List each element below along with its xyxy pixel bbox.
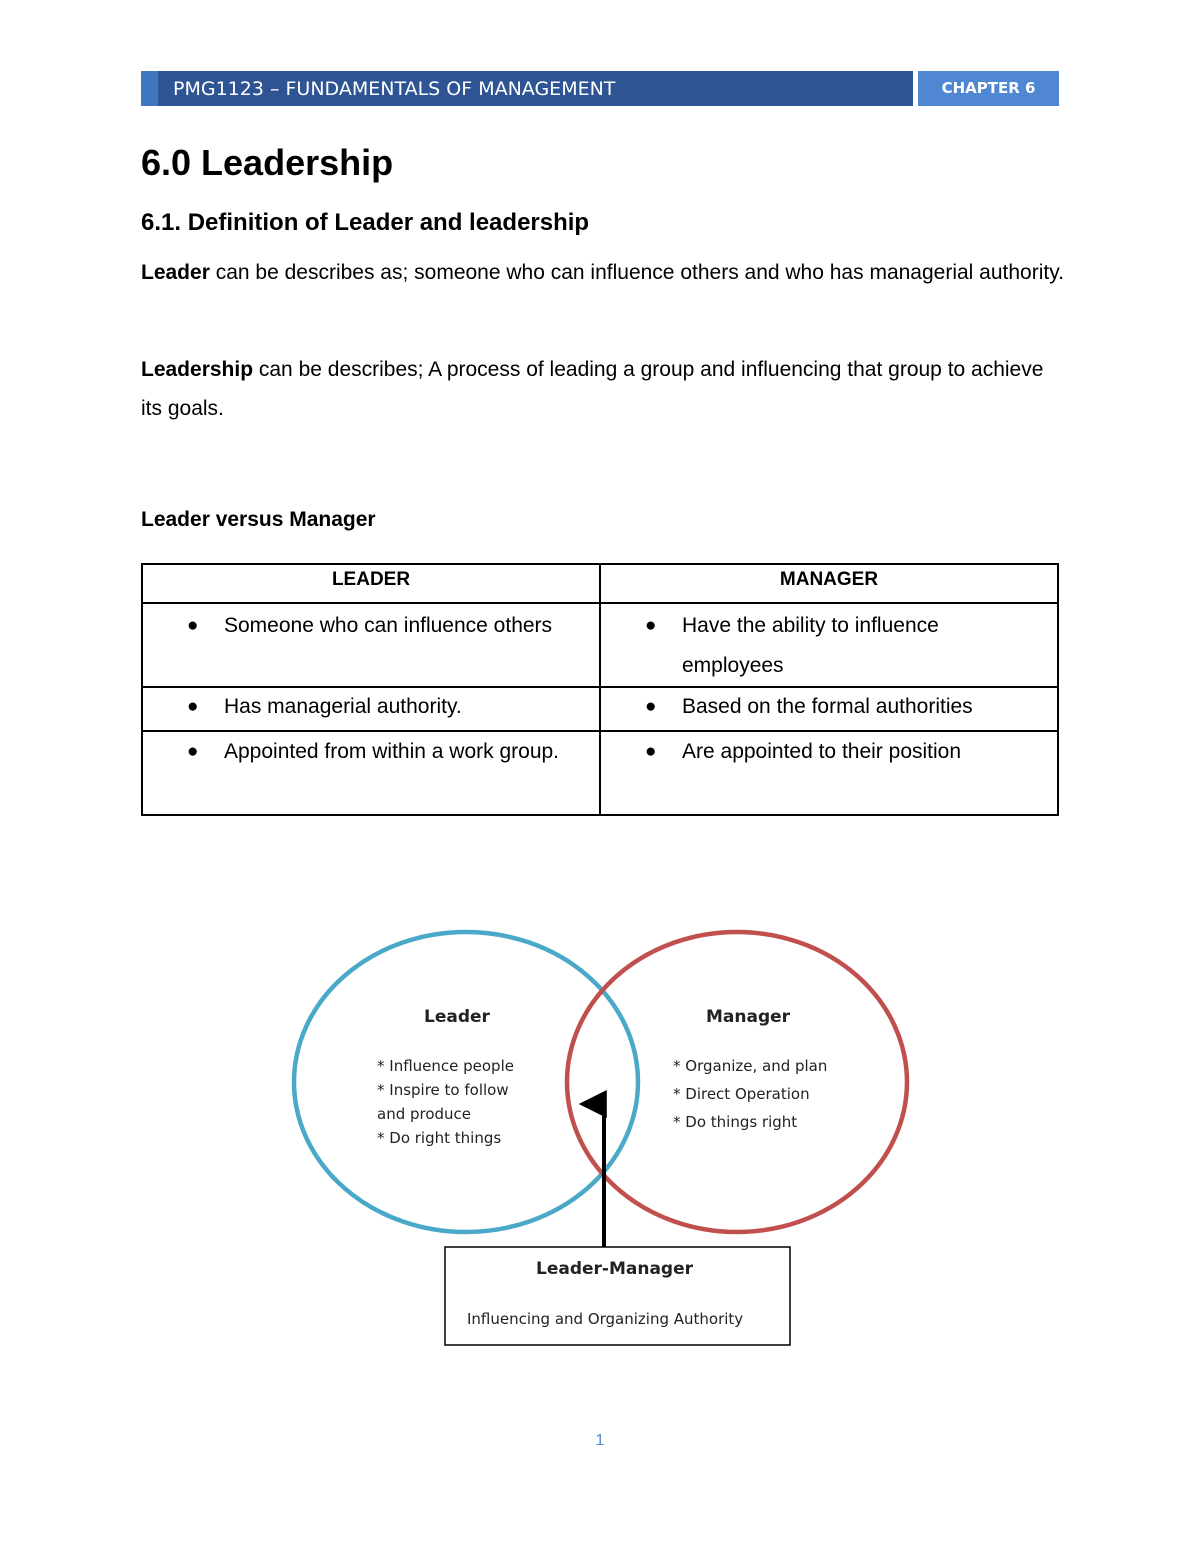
bullet-icon: ● <box>645 741 657 762</box>
header-accent-bar <box>141 71 158 106</box>
manager-circle-title: Manager <box>706 1007 791 1027</box>
bullet-icon: ● <box>187 741 199 762</box>
leader-definition <box>141 253 1066 292</box>
leadership-definition <box>141 350 1066 428</box>
bullet-icon: ● <box>187 615 199 636</box>
manager-circle-item: * Do things right <box>673 1113 798 1131</box>
course-title: PMG1123 – FUNDAMENTALS OF MANAGEMENT <box>158 71 913 106</box>
table-cell <box>600 603 1058 687</box>
manager-circle-item: * Direct Operation <box>673 1085 810 1103</box>
leadership-term: Leadership <box>141 358 254 381</box>
chapter-label: CHAPTER 6 <box>918 71 1059 106</box>
table-cell <box>600 731 1058 815</box>
table-row <box>142 731 1058 815</box>
page-header <box>141 71 1059 106</box>
leader-circle-item: * Influence people <box>377 1057 514 1075</box>
table-cell <box>142 687 600 731</box>
comparison-title: Leader versus Manager <box>141 508 376 531</box>
page-number: 1 <box>595 1432 605 1449</box>
table-row <box>142 687 1058 731</box>
leader-definition-text: can be describes as; someone who can influence others and who has managerial authority. <box>209 261 1064 284</box>
page-title: 6.0 Leadership <box>141 142 394 183</box>
leader-circle-item: and produce <box>377 1105 472 1123</box>
cell-text: Based on the formal authorities <box>682 695 973 718</box>
leader-circle-item: * Inspire to follow <box>377 1081 509 1099</box>
column-header-leader: LEADER <box>142 564 600 603</box>
bullet-icon: ● <box>645 615 657 636</box>
column-header-manager: MANAGER <box>600 564 1058 603</box>
table-cell <box>142 731 600 815</box>
table-cell <box>142 603 600 687</box>
table-header-row <box>142 564 1058 603</box>
table-row <box>142 603 1058 687</box>
manager-circle-item: * Organize, and plan <box>673 1057 828 1075</box>
leader-circle-title: Leader <box>424 1007 490 1027</box>
cell-text: Have the ability to influence employees <box>682 614 939 677</box>
section-heading: 6.1. Definition of Leader and leadership <box>141 209 590 236</box>
cell-text: Has managerial authority. <box>224 695 462 718</box>
cell-text: Are appointed to their position <box>682 740 962 763</box>
manager-circle <box>567 932 907 1232</box>
leader-manager-venn-diagram <box>280 920 920 1360</box>
leadership-definition-text: can be describes; A process of leading a group and influencing that group to achieve its goals. <box>141 358 1044 420</box>
bullet-icon: ● <box>645 696 657 717</box>
leader-manager-box-text: Influencing and Organizing Authority <box>467 1310 744 1328</box>
leader-manager-box-title: Leader-Manager <box>536 1259 694 1279</box>
cell-text: Someone who can influence others <box>224 614 553 637</box>
comparison-table <box>141 563 1059 816</box>
bullet-icon: ● <box>187 696 199 717</box>
leader-term: Leader <box>141 261 210 284</box>
leader-circle-item: * Do right things <box>377 1129 502 1147</box>
table-cell <box>600 687 1058 731</box>
cell-text: Appointed from within a work group. <box>224 740 560 763</box>
